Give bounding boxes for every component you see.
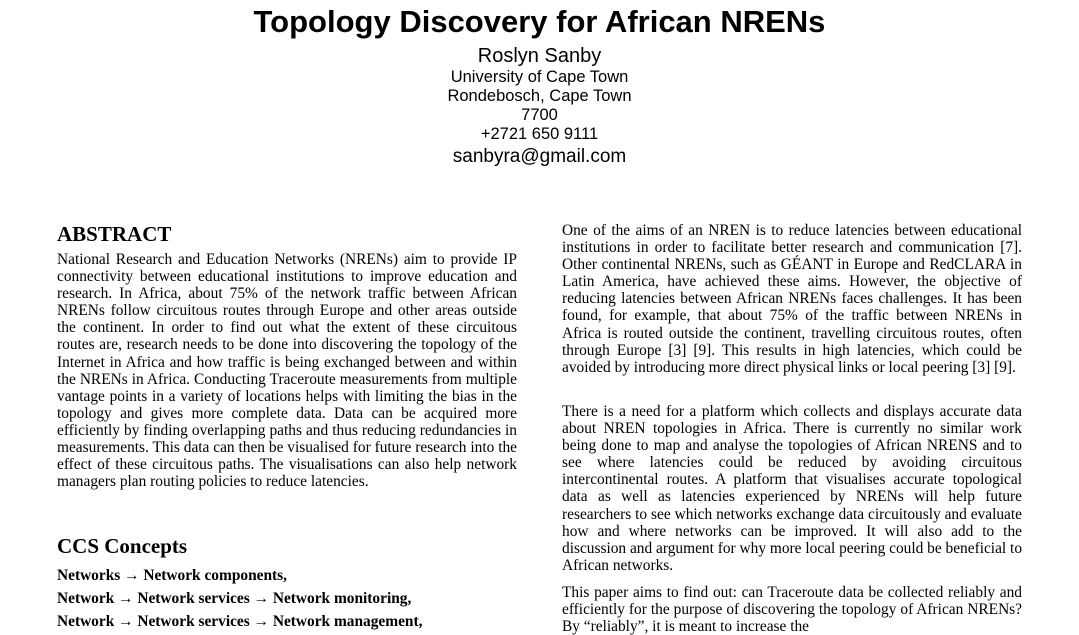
ccs-concept-line: Network → Network services → Network management, bbox=[57, 613, 423, 630]
abstract-heading: ABSTRACT bbox=[57, 222, 172, 246]
body-paragraph: There is a need for a platform which collects and displays accurate data about NREN topologies in Africa. There is currently no similar work being done to map and analyse the topologies of African NRENS and to see where latencies could be reduced by avoiding circuitous intercontinental routes. A platform that visualises accurate topological data as well as latencies experienced by NRENs will help future researchers to see which networks exchange data circuitously and evaluate how and where networks can be improved. It will also add to the discussion and argument for why more local peering could be beneficial to African networks. bbox=[562, 403, 1023, 574]
author-affiliation: University of Cape Town bbox=[450, 68, 629, 86]
author-name: Roslyn Sanby bbox=[477, 45, 602, 67]
author-block bbox=[0, 44, 1079, 169]
author-postal-code: 7700 bbox=[521, 106, 558, 124]
intro-paragraph-1 bbox=[562, 222, 1022, 376]
body-paragraph: This paper aims to find out: can Traceroute data be collected reliably and efficiently for the purpose of discovering the topology of African NRENs? By “reliably”, it is meant to increase the bbox=[562, 584, 1022, 635]
author-email: sanbyra@gmail.com bbox=[452, 146, 627, 167]
intro-paragraph-3 bbox=[562, 584, 1022, 635]
author-address: Rondebosch, Cape Town bbox=[447, 87, 632, 105]
abstract-paragraph: National Research and Education Networks (NRENs) aim to provide IP connectivity between educational institutions to improve education and research. In Africa, about 75% of the network traffic between African NRENs follow circuitous routes through Europe and other areas outside the continent. In order to find out what the extent of these circuitous routes are, research needs to be done into discovering the topology of the Internet in Africa and how traffic is being exchanged between and within the NRENs in Africa. Conducting Traceroute measurements from multiple vantage points in a variety of locations helps with limiting the bias in the topology and gives more complete data. Data can be acquired more efficiently by finding overlapping paths and thus reducing redundancies in measurements. This data can then be visualised for future research into the effect of these circuitous paths. The visualisations can also help network managers plan routing policies to reduce latencies. bbox=[57, 251, 517, 491]
ccs-heading: CCS Concepts bbox=[57, 534, 188, 558]
ccs-concept-line: Networks → Network components, bbox=[57, 567, 287, 584]
abstract-text bbox=[57, 251, 517, 490]
ccs-concept-line: Network → Network services → Network monitoring, bbox=[57, 590, 412, 607]
body-paragraph: One of the aims of an NREN is to reduce latencies between educational institutions in order to facilitate better research and communication [7]. Other continental NRENs, such as GÉANT in Europe and RedCLARA in Latin America, have achieved these aims. However, the objective of reducing latencies between African NRENs faces challenges. It has been found, for example, that about 75% of the traffic between NRENs in Africa is routed outside the continent, travelling circuitous routes, often through Europe [3] [9]. This results in high latencies, which could be avoided by introducing more direct physical links or local peering [3] [9]. bbox=[562, 222, 1022, 376]
paper-title: Topology Discovery for African NRENs bbox=[253, 4, 826, 39]
intro-paragraph-2 bbox=[562, 403, 1022, 574]
author-phone: +2721 650 9111 bbox=[480, 125, 599, 143]
